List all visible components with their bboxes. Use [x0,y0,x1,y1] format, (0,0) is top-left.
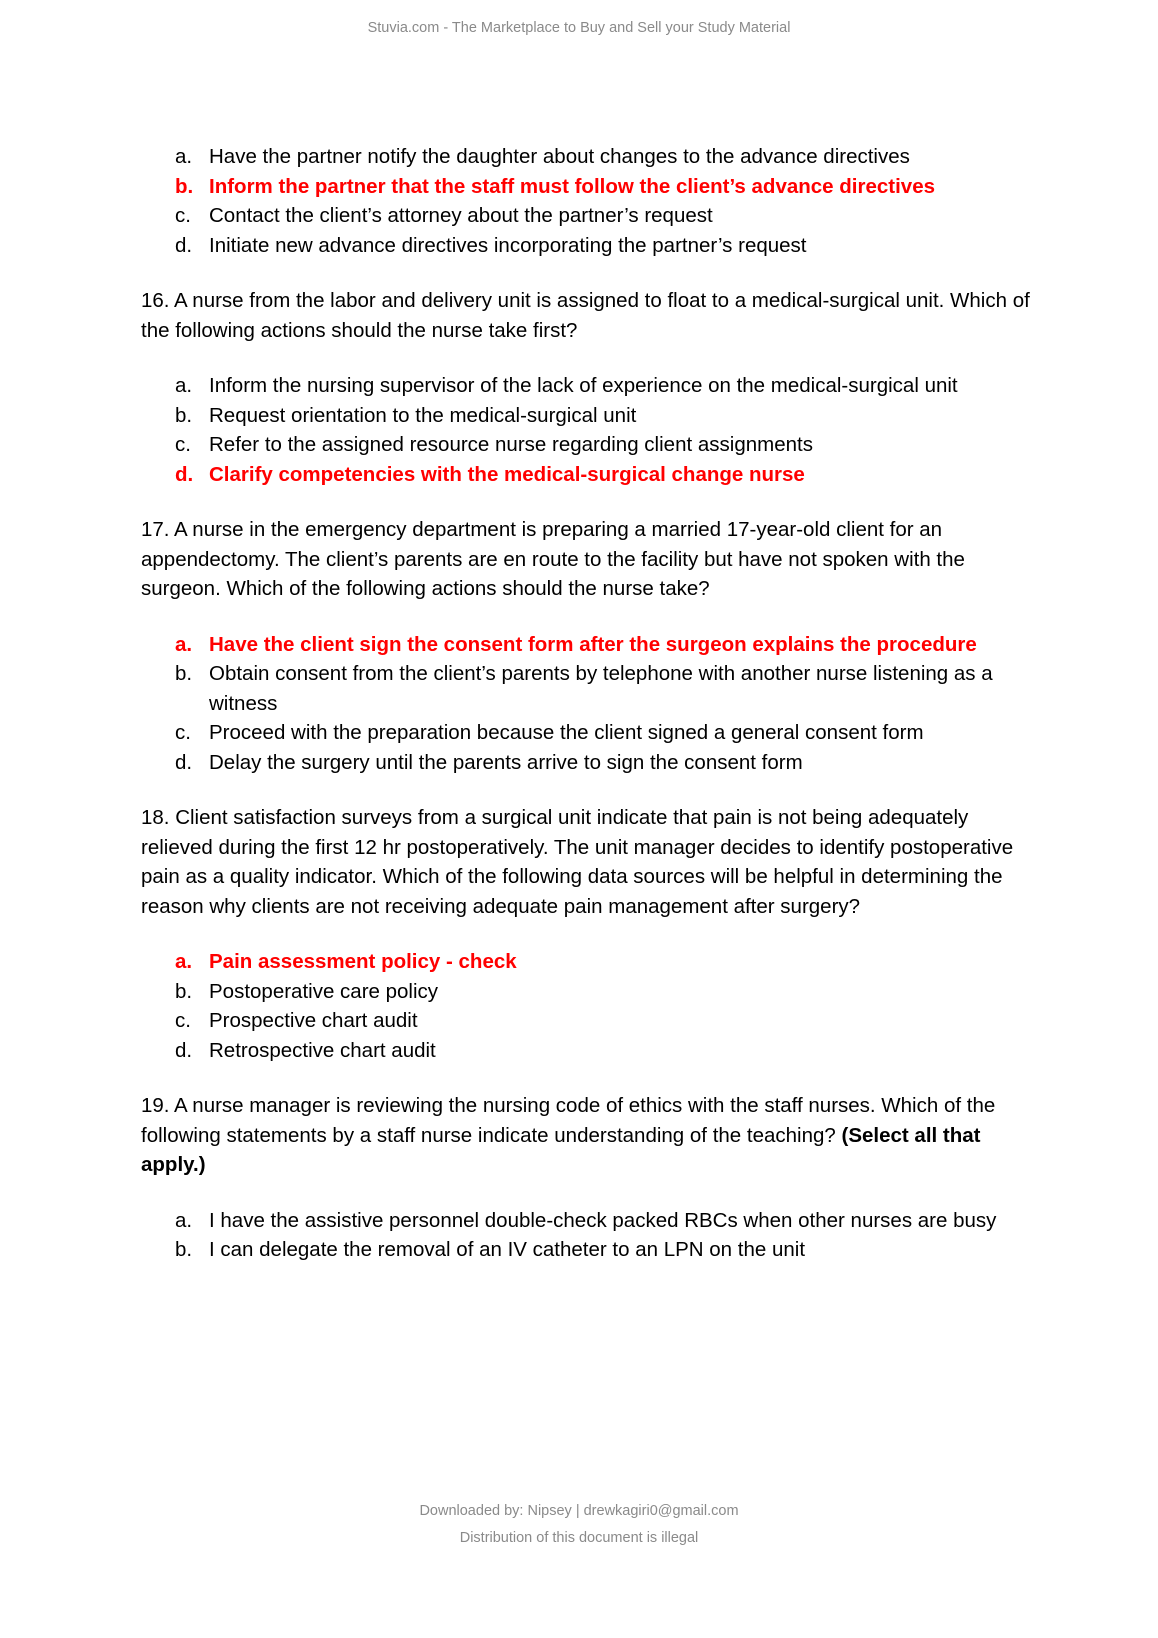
question-17-options [141,630,1041,778]
option-text: Have the client sign the consent form after the surgeon explains the procedure [209,632,977,656]
option-19-a [141,1206,1041,1236]
option-letter: c. [175,721,191,744]
option-letter: a. [175,632,193,656]
question-15-options [141,142,1041,260]
option-text: Proceed with the preparation because the client signed a general consent form [209,721,924,744]
question-text: 19. A nurse manager is reviewing the nursing code of ethics with the staff nurses. Which of the following statements by a staff nurse indicate understanding of the teaching? [141,1094,996,1147]
option-16-a [141,371,1041,401]
option-18-a-correct [141,947,1041,977]
option-letter: c. [175,1009,191,1032]
option-text: Refer to the assigned resource nurse regarding client assignments [209,433,813,456]
question-text: 16. A nurse from the labor and delivery unit is assigned to float to a medical-surgical unit. Which of the following actions should the nurse take first? [141,289,1030,342]
option-letter: a. [175,1208,193,1232]
option-17-d [141,748,1041,778]
document-body [141,142,1041,1291]
option-text: Clarify competencies with the medical-surgical change nurse [209,462,805,486]
option-16-d-correct [141,460,1041,490]
option-17-b [141,659,1041,718]
option-15-d [141,231,1041,261]
option-text: Contact the client’s attorney about the partner’s request [209,204,713,227]
question-19-stem [141,1091,1041,1180]
option-18-d [141,1036,1041,1066]
option-letter: a. [175,145,193,168]
watermark-header: Stuvia.com - The Marketplace to Buy and Sell your Study Material [367,20,791,36]
option-text: I have the assistive personnel double-check packed RBCs when other nurses are busy [209,1208,997,1232]
option-15-a [141,142,1041,172]
option-text: Request orientation to the medical-surgical unit [209,403,637,427]
option-text: Have the partner notify the daughter about changes to the advance directives [209,145,910,168]
option-text: Obtain consent from the client’s parents by telephone with another nurse listening as a witness [209,662,993,715]
question-text: 17. A nurse in the emergency department is preparing a married 17-year-old client for an appendectomy. The client’s parents are en route to the facility but have not spoken with the surgeon. Which of the following actions should the nurse take? [141,518,965,600]
option-18-b [141,977,1041,1007]
option-text: Inform the partner that the staff must follow the client’s advance directives [209,174,935,198]
option-text: Delay the surgery until the parents arrive to sign the consent form [209,750,803,774]
option-letter: d. [175,233,193,257]
option-letter: b. [175,662,193,685]
option-letter: c. [175,204,191,227]
option-19-b [141,1235,1041,1265]
option-letter: a. [175,374,193,397]
question-19-options [141,1206,1041,1265]
option-text: I can delegate the removal of an IV catheter to an LPN on the unit [209,1238,806,1261]
downloaded-by-footer: Downloaded by: Nipsey | drewkagiri0@gmail.com [419,1503,739,1519]
option-16-c [141,430,1041,460]
option-letter: b. [175,174,194,198]
option-15-b-correct [141,172,1041,202]
option-letter: c. [175,433,191,456]
option-letter: b. [175,403,193,427]
option-letter: d. [175,750,193,774]
question-17-stem [141,515,1041,604]
question-16-stem [141,286,1041,345]
option-letter: d. [175,462,194,486]
option-text: Pain assessment policy - check [209,950,517,973]
option-text: Postoperative care policy [209,979,439,1003]
option-letter: b. [175,1238,193,1261]
option-17-a-correct [141,630,1041,660]
option-16-b [141,401,1041,431]
option-text: Inform the nursing supervisor of the lack of experience on the medical-surgical unit [209,374,958,397]
option-letter: a. [175,950,193,973]
option-18-c [141,1006,1041,1036]
option-text: Prospective chart audit [209,1009,418,1032]
option-17-c [141,718,1041,748]
distribution-footer: Distribution of this document is illegal [459,1530,699,1546]
option-text: Initiate new advance directives incorporating the partner’s request [209,233,807,257]
option-letter: b. [175,979,193,1003]
question-18-stem [141,803,1041,921]
option-text: Retrospective chart audit [209,1038,436,1062]
option-15-c [141,201,1041,231]
question-18-options [141,947,1041,1065]
select-all-instruction: (Select all that apply.) [141,1123,981,1176]
option-letter: d. [175,1038,193,1062]
question-16-options [141,371,1041,489]
question-text: 18. Client satisfaction surveys from a surgical unit indicate that pain is not being adequately relieved during the first 12 hr postoperatively. The unit manager decides to identify postoperative pain as a quality indicator. Which of the following data sources will be helpful in determining the reason why clients are not receiving adequate pain management after surgery? [141,806,1014,918]
